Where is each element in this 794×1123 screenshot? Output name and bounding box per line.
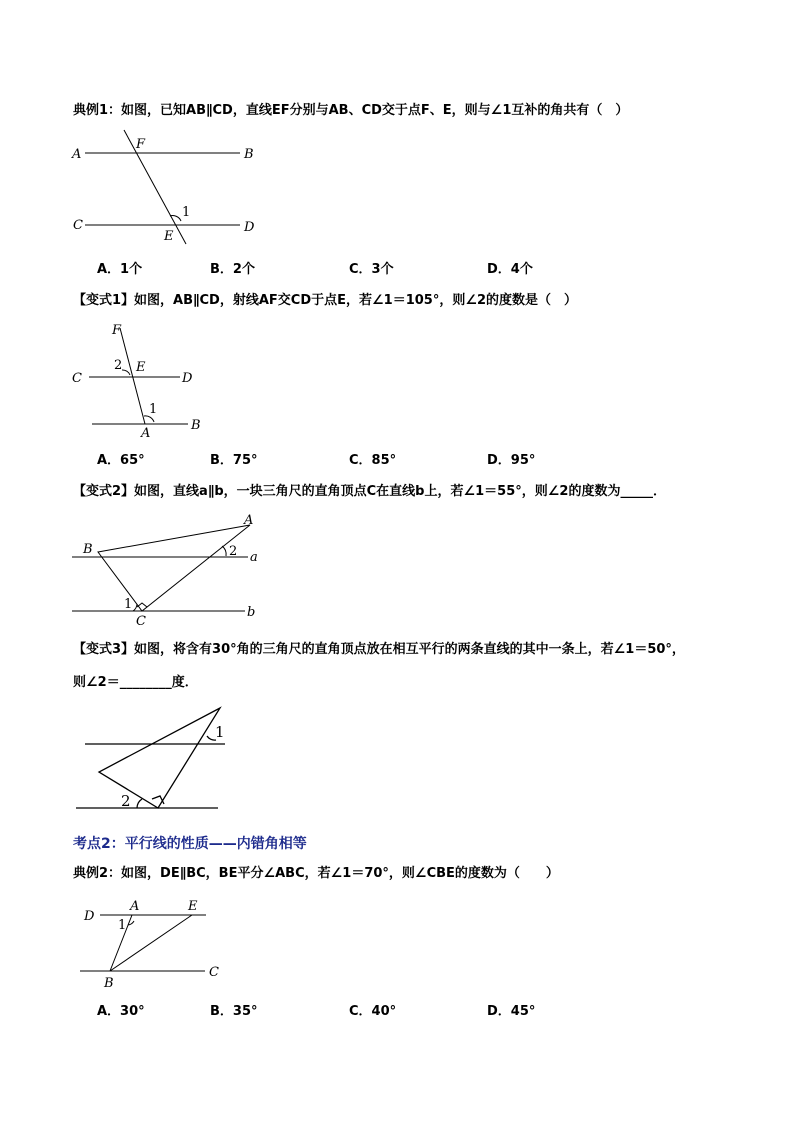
label-angle1: 1: [118, 918, 127, 933]
variant2-figure: [60, 508, 280, 630]
example1-text: 如图，已知AB∥CD，直线EF分别与AB、CD交于点F、E，则与∠1互补的角共有（ ）: [121, 103, 629, 118]
label-angle2: 2: [114, 358, 123, 373]
label-B: B: [191, 418, 201, 433]
example2-text: 如图，DE∥BC，BE平分∠ABC，若∠1＝70°，则∠CBE的度数为（ ）: [121, 866, 559, 881]
label-A: A: [244, 513, 254, 528]
label-F: F: [136, 137, 146, 152]
label-C: C: [136, 614, 146, 629]
example1-option-b[interactable]: B．2个: [210, 262, 255, 277]
variant1-option-b[interactable]: B．75°: [210, 453, 258, 468]
label-B: B: [83, 542, 93, 557]
variant2-text: 如图，直线a∥b，一块三角尺的直角顶点C在直线b上，若∠1＝55°，则∠2的度数为_____．: [134, 484, 666, 499]
label-angle1: 1: [215, 723, 225, 741]
label-D: D: [244, 220, 255, 235]
label-B: B: [104, 976, 114, 991]
example2-option-a[interactable]: A．30°: [97, 1004, 145, 1019]
label-angle1: 1: [182, 205, 191, 220]
label-angle2: 2: [229, 544, 238, 559]
example2-option-b[interactable]: B．35°: [210, 1004, 258, 1019]
label-E: E: [136, 360, 146, 375]
label-C: C: [72, 371, 82, 386]
variant1-figure: [60, 318, 220, 443]
label-C: C: [73, 218, 83, 233]
variant1-text: 如图，AB∥CD，射线AF交CD于点E，若∠1＝105°，则∠2的度数是（ ）: [134, 293, 578, 308]
label-angle1: 1: [124, 597, 133, 612]
example2-question: [73, 865, 559, 883]
label-F: F: [112, 323, 122, 338]
label-D: D: [84, 909, 95, 924]
label-A: A: [72, 147, 82, 162]
variant3-question-line1: [73, 641, 685, 659]
variant1-option-c[interactable]: C．85°: [349, 453, 397, 468]
label-angle1: 1: [149, 402, 158, 417]
label-C: C: [209, 965, 219, 980]
example1-question: [73, 102, 628, 120]
label-B: B: [244, 147, 254, 162]
example1-option-a[interactable]: A．1个: [97, 262, 143, 277]
label-b: b: [247, 605, 256, 620]
variant3-prefix: 【变式3】: [73, 642, 135, 657]
variant1-prefix: 【变式1】: [73, 293, 135, 308]
example1-prefix: 典例1：: [73, 103, 122, 118]
variant2-prefix: 【变式2】: [73, 484, 135, 499]
label-A: A: [141, 426, 151, 441]
example2-prefix: 典例2：: [73, 866, 122, 881]
variant1-option-d[interactable]: D．95°: [487, 453, 536, 468]
example2-option-c[interactable]: C．40°: [349, 1004, 397, 1019]
label-D: D: [182, 371, 193, 386]
topic2-heading: 考点2：平行线的性质——内错角相等: [73, 836, 307, 852]
variant3-question-line2: 则∠2＝________度．: [73, 675, 198, 690]
variant1-question: [73, 292, 577, 310]
label-E: E: [164, 229, 174, 244]
label-a: a: [250, 550, 258, 565]
variant2-question: [73, 483, 666, 501]
variant3-figure: [70, 700, 240, 815]
example1-option-d[interactable]: D．4个: [487, 262, 533, 277]
variant3-text-line1: 如图，将含有30°角的三角尺的直角顶点放在相互平行的两条直线的其中一条上，若∠1＝50°，: [134, 642, 685, 657]
example1-figure: [60, 128, 280, 248]
label-angle2: 2: [121, 792, 131, 810]
label-E: E: [188, 899, 198, 914]
example1-option-c[interactable]: C．3个: [349, 262, 394, 277]
example2-figure: [60, 893, 240, 993]
variant1-option-a[interactable]: A．65°: [97, 453, 145, 468]
label-A: A: [130, 899, 140, 914]
example2-option-d[interactable]: D．45°: [487, 1004, 536, 1019]
